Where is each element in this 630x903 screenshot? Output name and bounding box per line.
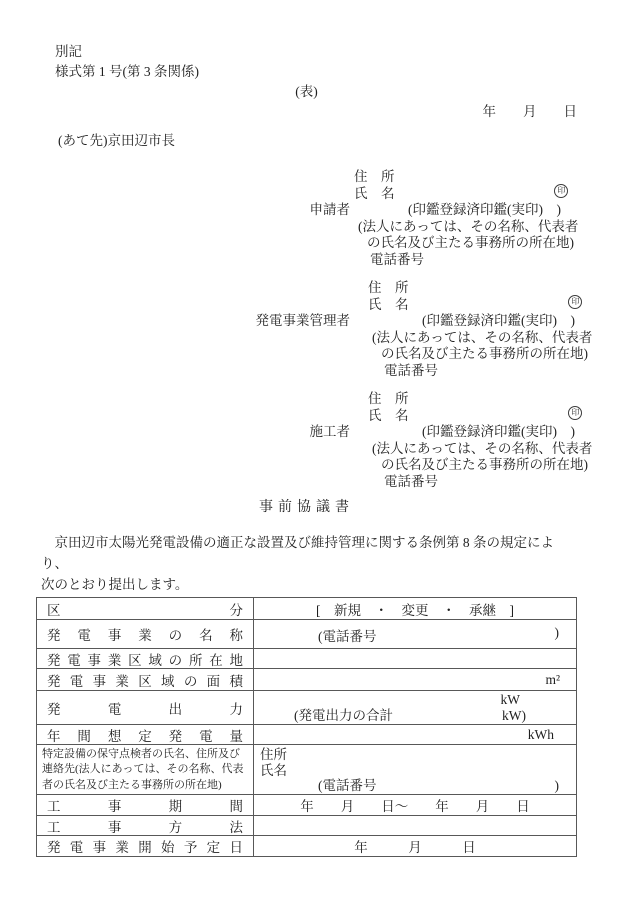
output-unit: kW <box>500 692 520 707</box>
period-value: 年 月 日～ 年 月 日 <box>300 799 530 814</box>
intro-line1: 京田辺市太陽光発電設備の適正な設置及び維持管理に関する条例第 8 条の規定により、 <box>41 535 554 571</box>
party-role-label: 申請者 <box>309 202 350 217</box>
phone-close: ) <box>554 778 559 793</box>
table-row-inspector <box>37 744 576 794</box>
phone-label: 電話番号 <box>384 473 438 489</box>
method-value <box>254 816 576 835</box>
corporate-note-line2: の氏名及び主たる事務所の所在地) <box>381 346 588 361</box>
phone-close: ) <box>554 625 559 640</box>
corporate-note-line1: (法人にあっては、その名称、代表者 <box>358 218 579 234</box>
inspector-label: 特定設備の保守点検者の氏名、住所及び連絡先(法人にあっては、その名称、代表者の氏名及び主たる事務所の所在地) <box>42 748 244 791</box>
corporate-note-line2: の氏名及び主たる事務所の所在地) <box>367 235 574 250</box>
corporate-note-line1: (法人にあっては、その名称、代表者 <box>372 329 593 345</box>
name-label: 氏 名 <box>354 185 395 201</box>
address-label: 住 所 <box>368 391 409 406</box>
inspector-address-label: 住所 <box>260 747 287 762</box>
appendix-note: 別記 <box>55 44 82 59</box>
annual-unit: kWh <box>527 726 554 742</box>
intro-paragraph <box>41 532 577 595</box>
area-label: 発電事業区域の面積 <box>47 673 243 689</box>
phone-label: 電話番号 <box>370 251 424 267</box>
output-total-unit: kW) <box>502 708 526 723</box>
table-row-output <box>37 690 576 724</box>
front-side-label: (表) <box>295 84 318 99</box>
party-block-applicant <box>36 165 579 267</box>
name-label: 氏 名 <box>368 407 409 423</box>
table-row-area <box>37 668 576 690</box>
party-role-label: 発電事業管理者 <box>255 313 350 328</box>
method-label: 工事方法 <box>47 819 243 835</box>
seal-icon: 印 <box>568 406 582 420</box>
category-value: [ 新規 ・ 変更 ・ 承継 ] <box>316 602 514 618</box>
table-row-construction-period <box>37 794 576 815</box>
phone-label: 電話番号 <box>384 362 438 378</box>
registered-seal-note: (印鑑登録済印鑑(実印) ) <box>408 202 561 217</box>
output-total-label: (発電出力の合計 <box>294 708 393 723</box>
document-title: 事前協議書 <box>259 500 354 515</box>
area-unit: m² <box>545 671 560 687</box>
registered-seal-note: (印鑑登録済印鑑(実印) ) <box>422 313 575 328</box>
addressee-line: (あて先)京田辺市長 <box>58 133 175 148</box>
location-value <box>254 649 576 668</box>
corporate-note-line2: の氏名及び主たる事務所の所在地) <box>381 457 588 472</box>
business-name-value <box>254 620 576 648</box>
phone-open: (電話番号 <box>318 629 377 644</box>
table-row-annual-generation <box>37 724 576 744</box>
period-label: 工事期間 <box>47 799 243 814</box>
inspector-value <box>254 745 576 794</box>
table-row-start-date <box>37 835 576 856</box>
date-line: 年 月 日 <box>482 104 577 119</box>
intro-line2: 次のとおり提出します。 <box>41 577 189 592</box>
table-row-category <box>37 598 576 619</box>
form-number: 様式第 1 号(第 3 条関係) <box>55 64 199 79</box>
party-role-label: 施工者 <box>309 424 350 439</box>
party-block-manager <box>36 276 593 378</box>
location-label: 発電事業区域の所在地 <box>47 652 243 668</box>
start-date-label: 発電事業開始予定日 <box>47 840 243 855</box>
address-label: 住 所 <box>368 280 409 295</box>
name-label: 氏 名 <box>368 296 409 312</box>
name-line <box>354 293 592 310</box>
table-row-construction-method <box>37 815 576 835</box>
business-name-label: 発電事業の名称 <box>47 628 243 643</box>
address-label: 住 所 <box>354 169 395 184</box>
output-value <box>254 691 576 724</box>
name-line <box>354 404 592 421</box>
table-row-business-name <box>37 619 576 648</box>
consultation-table <box>36 597 577 857</box>
output-label: 発電出力 <box>47 701 243 717</box>
corporate-note-line1: (法人にあっては、その名称、代表者 <box>372 440 593 456</box>
table-row-location <box>37 648 576 668</box>
seal-icon: 印 <box>554 184 568 198</box>
annual-label: 年間想定発電量 <box>47 728 243 744</box>
party-block-constructor <box>36 387 593 489</box>
inspector-name-label: 氏名 <box>260 762 287 778</box>
seal-icon: 印 <box>568 295 582 309</box>
start-date-value: 年 月 日 <box>354 840 476 855</box>
name-line <box>354 182 578 199</box>
phone-open: (電話番号 <box>318 778 377 793</box>
category-label: 区分 <box>47 602 243 618</box>
registered-seal-note: (印鑑登録済印鑑(実印) ) <box>422 424 575 439</box>
